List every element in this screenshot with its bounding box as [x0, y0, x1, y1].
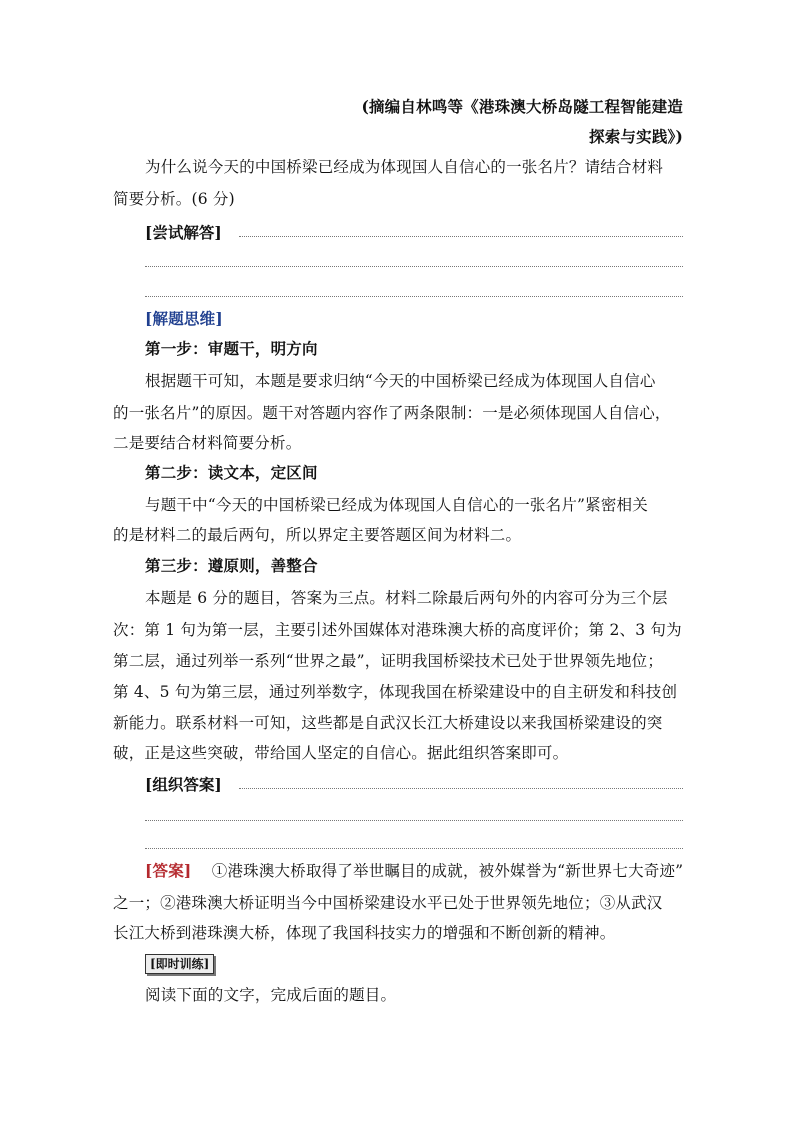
- answer-blank-line[interactable]: [145, 848, 683, 849]
- attempt-answer-label: [尝试解答]: [145, 223, 222, 242]
- step2-line: 与题干中“今天的中国桥梁已经成为体现国人自信心的一张名片”紧密相关: [145, 496, 648, 514]
- answer-blank-line: [239, 236, 683, 237]
- organize-answer-row[interactable]: [145, 774, 683, 796]
- attempt-answer-row[interactable]: [145, 222, 683, 244]
- question-line-2: 简要分析。(6 分): [113, 190, 235, 208]
- step3-line: 新能力。联系材料一可知，这些都是自武汉长江大桥建设以来我国桥梁建设的突: [113, 714, 663, 732]
- step3-title: 第三步：遵原则，善整合: [145, 556, 318, 575]
- answer-blank-line[interactable]: [145, 820, 683, 821]
- answer-blank-line[interactable]: [145, 296, 683, 297]
- source-citation-line-1: (摘编自林鸣等《港珠澳大桥岛隧工程智能建造: [361, 97, 683, 116]
- source-citation-line-2: 探索与实践》): [589, 127, 683, 146]
- step3-line: 第 4、5 句为第三层，通过列举数字，体现我国在桥梁建设中的自主研发和科技创: [113, 683, 678, 701]
- answer-line-2: 之一；②港珠澳大桥证明当今中国桥梁建设水平已处于世界领先地位；③从武汉: [113, 894, 663, 912]
- answer-blank-line[interactable]: [145, 266, 683, 267]
- step2-line: 的是材料二的最后两句，所以界定主要答题区间为材料二。: [113, 526, 522, 544]
- thinking-label: [解题思维]: [145, 309, 223, 328]
- step1-title: 第一步：审题干，明方向: [145, 339, 318, 358]
- answer-blank-line: [239, 788, 683, 789]
- step3-line: 第二层，通过列举一系列“世界之最”，证明我国桥梁技术已处于世界领先地位；: [113, 652, 664, 670]
- answer-line-3: 长江大桥到港珠澳大桥，体现了我国科技实力的增强和不断创新的精神。: [113, 924, 616, 942]
- answer-text: ①港珠澳大桥取得了举世瞩目的成就，被外媒誉为“新世界七大奇迹”: [211, 862, 684, 880]
- practice-badge: [即时训练]: [145, 954, 214, 974]
- step3-line: 破，正是这些突破，带给国人坚定的自信心。据此组织答案即可。: [113, 744, 569, 762]
- step1-line: 二是要结合材料简要分析。: [113, 434, 302, 452]
- step1-line: 根据题干可知，本题是要求归纳“今天的中国桥梁已经成为体现国人自信心: [145, 372, 656, 390]
- step1-line: 的一张名片”的原因。题干对答题内容作了两条限制：一是必须体现国人自信心，: [113, 404, 671, 422]
- answer-label: [答案]: [145, 861, 192, 880]
- step2-title: 第二步：读文本，定区间: [145, 463, 318, 482]
- answer-line-1: [145, 860, 683, 882]
- step3-line: 本题是 6 分的题目，答案为三点。材料二除最后两句外的内容可分为三个层: [145, 589, 668, 607]
- organize-answer-label: [组织答案]: [145, 775, 222, 794]
- question-line-1: 为什么说今天的中国桥梁已经成为体现国人自信心的一张名片？请结合材料: [145, 158, 664, 176]
- practice-instruction: 阅读下面的文字，完成后面的题目。: [145, 986, 397, 1004]
- step3-line: 次：第 1 句为第一层，主要引述外国媒体对港珠澳大桥的高度评价；第 2、3 句为: [113, 621, 682, 639]
